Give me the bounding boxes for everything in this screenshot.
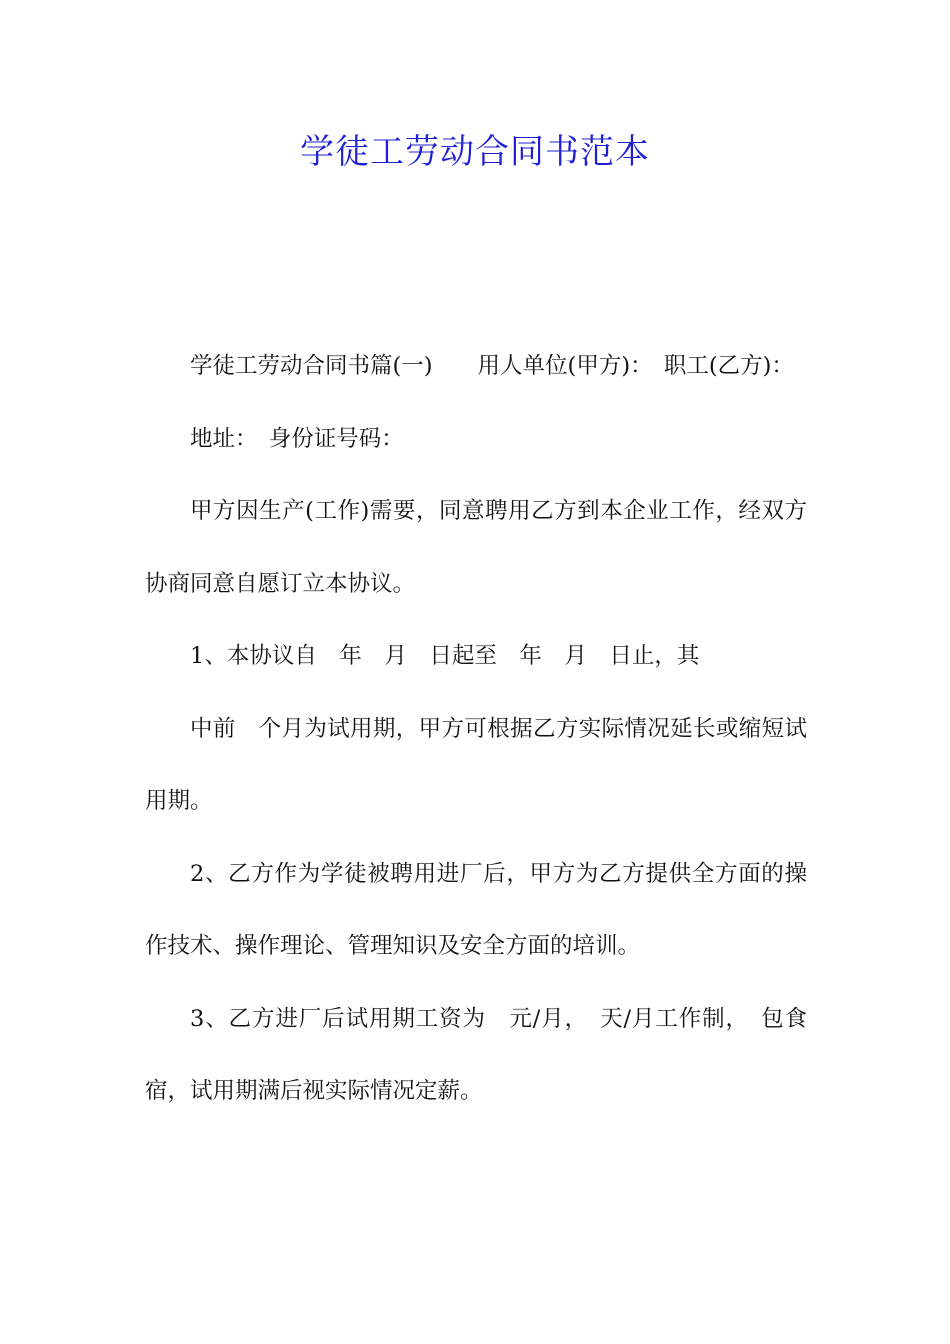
paragraph-address: 地址： 身份证号码： — [190, 425, 404, 452]
document-title: 学徒工劳动合同书范本 — [300, 132, 650, 172]
paragraph-clause-1: 1、本协议自 年 月 日起至 年 月 日止，其 — [190, 643, 700, 669]
paragraph-clause-2: 2、乙方作为学徒被聘用进厂后，甲方为乙方提供全方面的操作技术、操作理论、管理知识及安全方面的培训。 — [145, 860, 807, 959]
paragraph-header: 学徒工劳动合同书篇(一) 用人单位(甲方)： 职工(乙方)： — [190, 353, 794, 379]
paragraph-intro: 甲方因生产(工作)需要，同意聘用乙方到本企业工作，经双方协商同意自愿订立本协议。 — [145, 498, 807, 597]
paragraph-clause-3: 3、乙方进厂后试用期工资为 元/月， 天/月工作制， 包食宿，试用期满后视实际情况定薪。 — [145, 1005, 807, 1104]
paragraph-clause-1-continued: 中前 个月为试用期，甲方可根据乙方实际情况延长或缩短试用期。 — [145, 715, 807, 814]
document-body — [145, 330, 807, 1128]
